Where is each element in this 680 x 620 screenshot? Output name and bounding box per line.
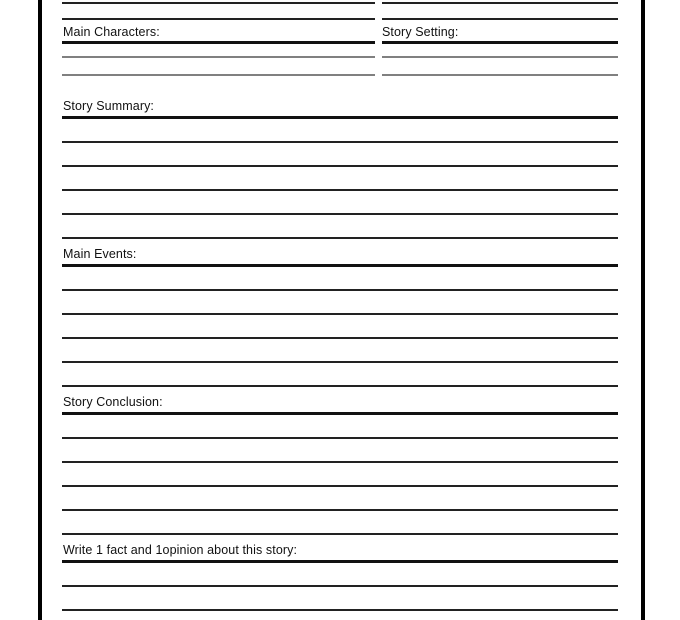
- story-summary-line-2[interactable]: [62, 141, 618, 143]
- story-conclusion-line-3[interactable]: [62, 461, 618, 463]
- story-setting-answer-line-1[interactable]: [382, 41, 618, 44]
- main-characters-label: Main Characters:: [63, 25, 160, 39]
- main-events-line-1[interactable]: [62, 264, 618, 267]
- fact-and-opinion-line-3[interactable]: [62, 609, 618, 611]
- story-conclusion-line-5[interactable]: [62, 509, 618, 511]
- story-conclusion-line-1[interactable]: [62, 412, 618, 415]
- story-setting-answer-line-3[interactable]: [382, 74, 618, 76]
- story-conclusion-line-2[interactable]: [62, 437, 618, 439]
- top-partial-rule-right-1: [382, 2, 618, 4]
- top-partial-rule-left-1: [62, 2, 375, 4]
- story-conclusion-label: Story Conclusion:: [63, 395, 163, 409]
- story-summary-line-3[interactable]: [62, 165, 618, 167]
- main-events-line-6[interactable]: [62, 385, 618, 387]
- main-characters-answer-line-1[interactable]: [62, 41, 375, 44]
- main-characters-answer-line-3[interactable]: [62, 74, 375, 76]
- main-events-line-2[interactable]: [62, 289, 618, 291]
- story-summary-line-6[interactable]: [62, 237, 618, 239]
- main-events-label: Main Events:: [63, 247, 137, 261]
- page-border-left: [38, 0, 42, 620]
- story-conclusion-line-6[interactable]: [62, 533, 618, 535]
- worksheet-content: [62, 0, 618, 620]
- story-conclusion-line-4[interactable]: [62, 485, 618, 487]
- story-summary-line-4[interactable]: [62, 189, 618, 191]
- main-characters-answer-line-2[interactable]: [62, 56, 375, 58]
- story-summary-label: Story Summary:: [63, 99, 154, 113]
- fact-and-opinion-line-2[interactable]: [62, 585, 618, 587]
- main-events-line-4[interactable]: [62, 337, 618, 339]
- story-summary-line-1[interactable]: [62, 116, 618, 119]
- story-setting-label: Story Setting:: [382, 25, 459, 39]
- top-partial-rule-left-2: [62, 18, 375, 20]
- story-summary-line-5[interactable]: [62, 213, 618, 215]
- top-partial-rule-right-2: [382, 18, 618, 20]
- main-events-line-3[interactable]: [62, 313, 618, 315]
- main-events-line-5[interactable]: [62, 361, 618, 363]
- fact-and-opinion-line-1[interactable]: [62, 560, 618, 563]
- story-setting-answer-line-2[interactable]: [382, 56, 618, 58]
- fact-and-opinion-label: Write 1 fact and 1opinion about this story:: [63, 543, 298, 557]
- page-border-right: [641, 0, 645, 620]
